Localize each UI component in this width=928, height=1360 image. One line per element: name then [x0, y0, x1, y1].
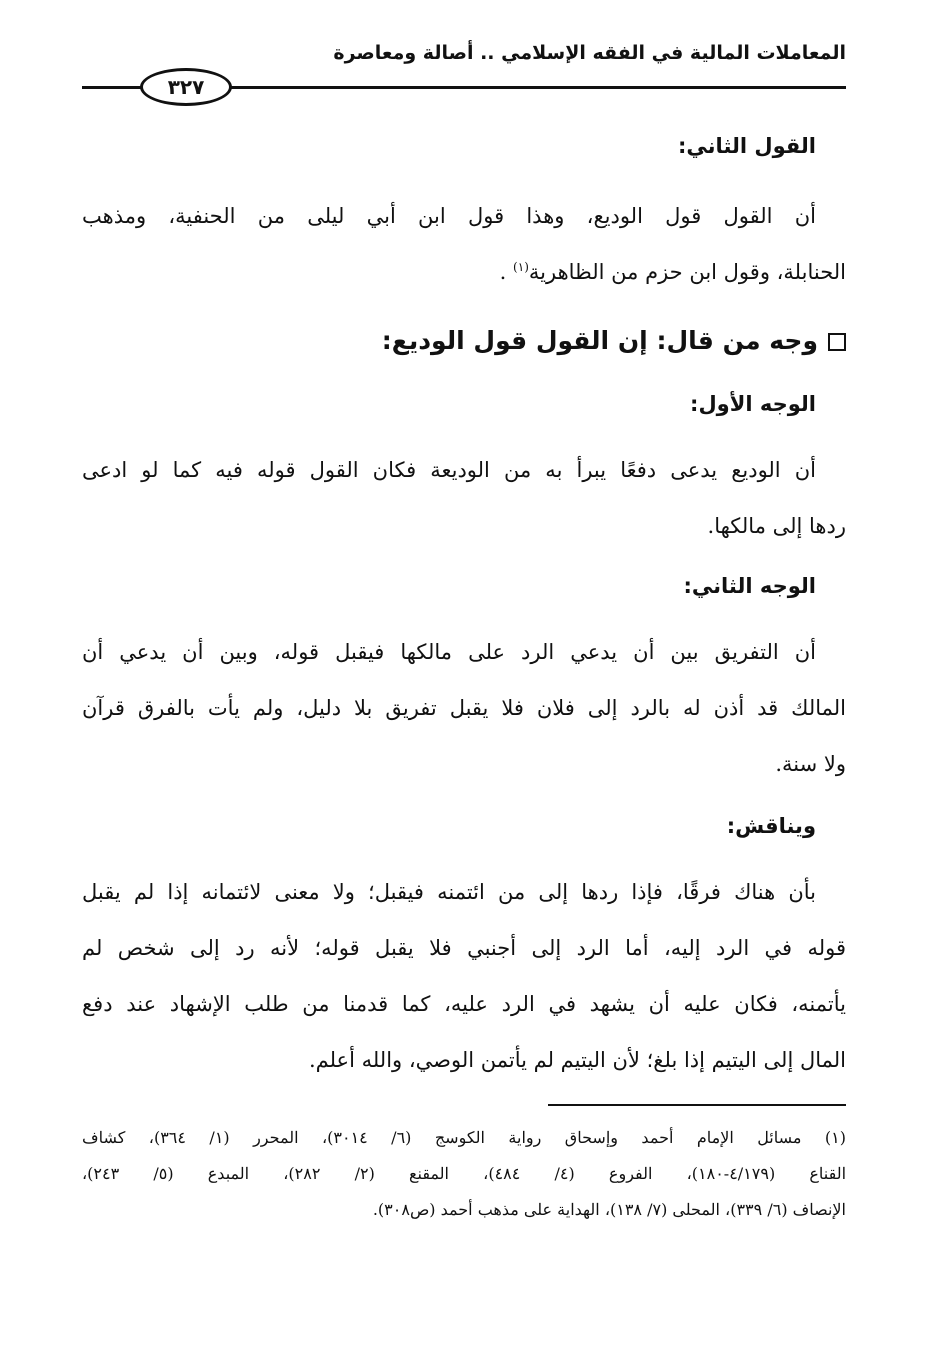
paragraph-line: أن القول قول الوديع، وهذا قول ابن أبي ليلى من الحنفية، ومذهب [82, 204, 816, 228]
footnote-reference[interactable]: (١) [513, 260, 529, 274]
first-aspect-heading: الوجه الأول: [690, 392, 816, 416]
paragraph-line: قوله في الرد إليه، أما الرد إلى أجنبي فلا يقبل قوله؛ لأنه رد إلى شخص لم [82, 936, 846, 960]
first-aspect-paragraph [82, 442, 846, 554]
second-opinion-paragraph [82, 188, 846, 300]
paragraph-line: المال إلى اليتيم إذا بلغ؛ لأن اليتيم لم يأتمن الوصي، والله أعلم. [308, 1048, 846, 1072]
second-aspect-heading: الوجه الثاني: [683, 574, 816, 598]
page-number-badge: ٣٢٧ [140, 68, 232, 106]
footnote-separator [548, 1104, 846, 1106]
second-opinion-heading: القول الثاني: [678, 134, 816, 158]
paragraph-line: يأتمنه، فكان عليه أن يشهد في الرد عليه، كما قدمنا من طلب الإشهاد عند دفع [82, 992, 846, 1016]
argument-section-heading-text: وجه من قال: إن القول قول الوديع: [381, 326, 818, 355]
sentence-end: . [499, 260, 507, 284]
discussion-paragraph [82, 864, 846, 1088]
running-header-title: المعاملات المالية في الفقه الإسلامي .. أصالة ومعاصرة [333, 42, 846, 64]
checkbox-square-icon [828, 333, 846, 351]
footnote-line: الإنصاف (٦/ ٣٣٩)، المحلى (٧/ ١٣٨)، الهداية على مذهب أحمد (ص٣٠٨). [372, 1200, 846, 1219]
discussion-heading: ويناقش: [726, 814, 816, 838]
footnote-line: القناع (٤/١٧٩-١٨٠)، الفروع (٤/ ٤٨٤)، المقنع (٢/ ٢٨٢)، المبدع (٥/ ٢٤٣)، [82, 1164, 847, 1183]
paragraph-line: بأن هناك فرقًا، فإذا ردها إلى من ائتمنه فيقبل؛ ولا معنى لائتمانه إذا لم يقبل [82, 880, 816, 904]
paragraph-line: المالك قد أذن له بالرد إلى فلان فلا يقبل تفريق بلا دليل، ولم يأت بالفرق قرآن [82, 696, 846, 720]
paragraph-line: أن الوديع يدعى دفعًا يبرأ به من الوديعة فكان القول قوله فيه كما لو ادعى [82, 458, 816, 482]
footnote-line: (١) مسائل الإمام أحمد وإسحاق رواية الكوسج (٦/ ٣٠١٤)، المحرر (١/ ٣٦٤)، كشاف [82, 1128, 847, 1147]
paragraph-line: ردها إلى مالكها. [707, 514, 846, 538]
paragraph-line: أن التفريق بين أن يدعي الرد على مالكها فيقبل قوله، وبين أن يدعي أن [82, 640, 816, 664]
footnotes [82, 1120, 846, 1228]
second-aspect-paragraph [82, 624, 846, 792]
paragraph-text: الحنابلة، وقول ابن حزم من الظاهرية [528, 260, 846, 284]
paragraph-line [82, 244, 846, 300]
paragraph-line: ولا سنة. [775, 752, 846, 776]
argument-section-heading [382, 326, 846, 355]
